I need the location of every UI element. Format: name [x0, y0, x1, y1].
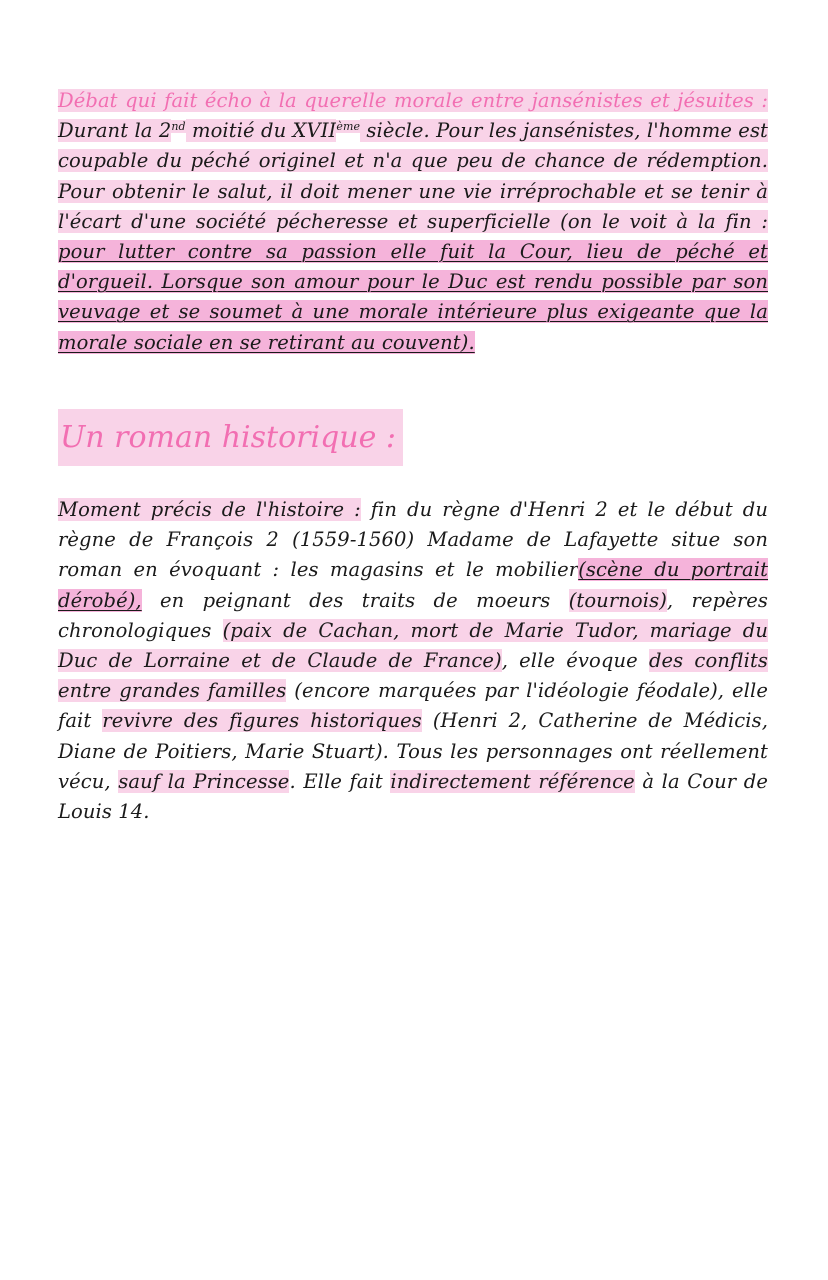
text-segment: siècle. Pour les jansénistes, l'homme est coupable du péché originel et n'a que peu de chance de rédemption. Pour obtenir le salut, il doit mener une vie irréprochable et se tenir à l'écart d'une société pécheresse et superficielle (on le voit à la fin : [58, 119, 768, 233]
highlighted-phrase: des conflits entre grandes familles [58, 649, 768, 703]
text-segment: les magasins et le mobilier [290, 558, 579, 582]
text-segment: , elle évoque [501, 649, 649, 673]
text-segment: fin du règne d'Henri 2 et le début du règne de François 2 (1559-1560) Madame de Lafayette situe son roman en évoquant : [58, 498, 768, 582]
highlighted-lead-sentence: Débat qui fait écho à la querelle morale entre jansénistes et jésuites : [58, 89, 768, 112]
section-heading: Un roman historique : [58, 409, 403, 466]
highlighted-phrase: (scène du portrait dérobé), [58, 558, 769, 612]
highlighted-phrase: Moment précis de l'histoire : [58, 498, 361, 521]
text-segment: moitié du XVII [185, 119, 337, 143]
highlighted-phrase: sauf la Princesse [118, 769, 290, 793]
paragraph-jansenism [58, 86, 768, 358]
superscript-eme: ème [336, 119, 361, 133]
highlighted-phrase: indirectement référence [390, 769, 635, 793]
highlighted-conclusion: pour lutter contre sa passion elle fuit la Cour, lieu de péché et d'orgueil. Lorsque son amour pour le Duc est rendu possible par son veuvage et se soumet à une morale intérieure plus exigeante que la morale sociale en se retirant au couvent). [58, 240, 768, 354]
superscript-nd: nd [171, 119, 186, 133]
highlighted-phrase: (tournois) [568, 588, 667, 612]
text-segment: en peignant des traits de moeurs [141, 588, 569, 612]
paragraph-historical-novel [58, 495, 768, 827]
text-segment: Durant la 2 [58, 119, 172, 143]
text-segment: , repères chronologiques [58, 588, 768, 642]
highlighted-phrase: (paix de Cachan, mort de Marie Tudor, mariage du Duc de Lorraine et de Claude de France) [58, 618, 768, 673]
text-segment: (encore marquées par l'idéologie féodale), elle fait [58, 679, 768, 733]
text-segment: à la Cour de Louis 14. [58, 769, 768, 824]
highlighted-phrase: revivre des figures historiques [102, 709, 422, 733]
text-segment: (Henri 2, Catherine de Médicis, Diane de Poitiers, Marie Stuart). Tous les personnages ont réellement vécu, [58, 709, 768, 793]
text-segment: . Elle fait [289, 769, 391, 793]
